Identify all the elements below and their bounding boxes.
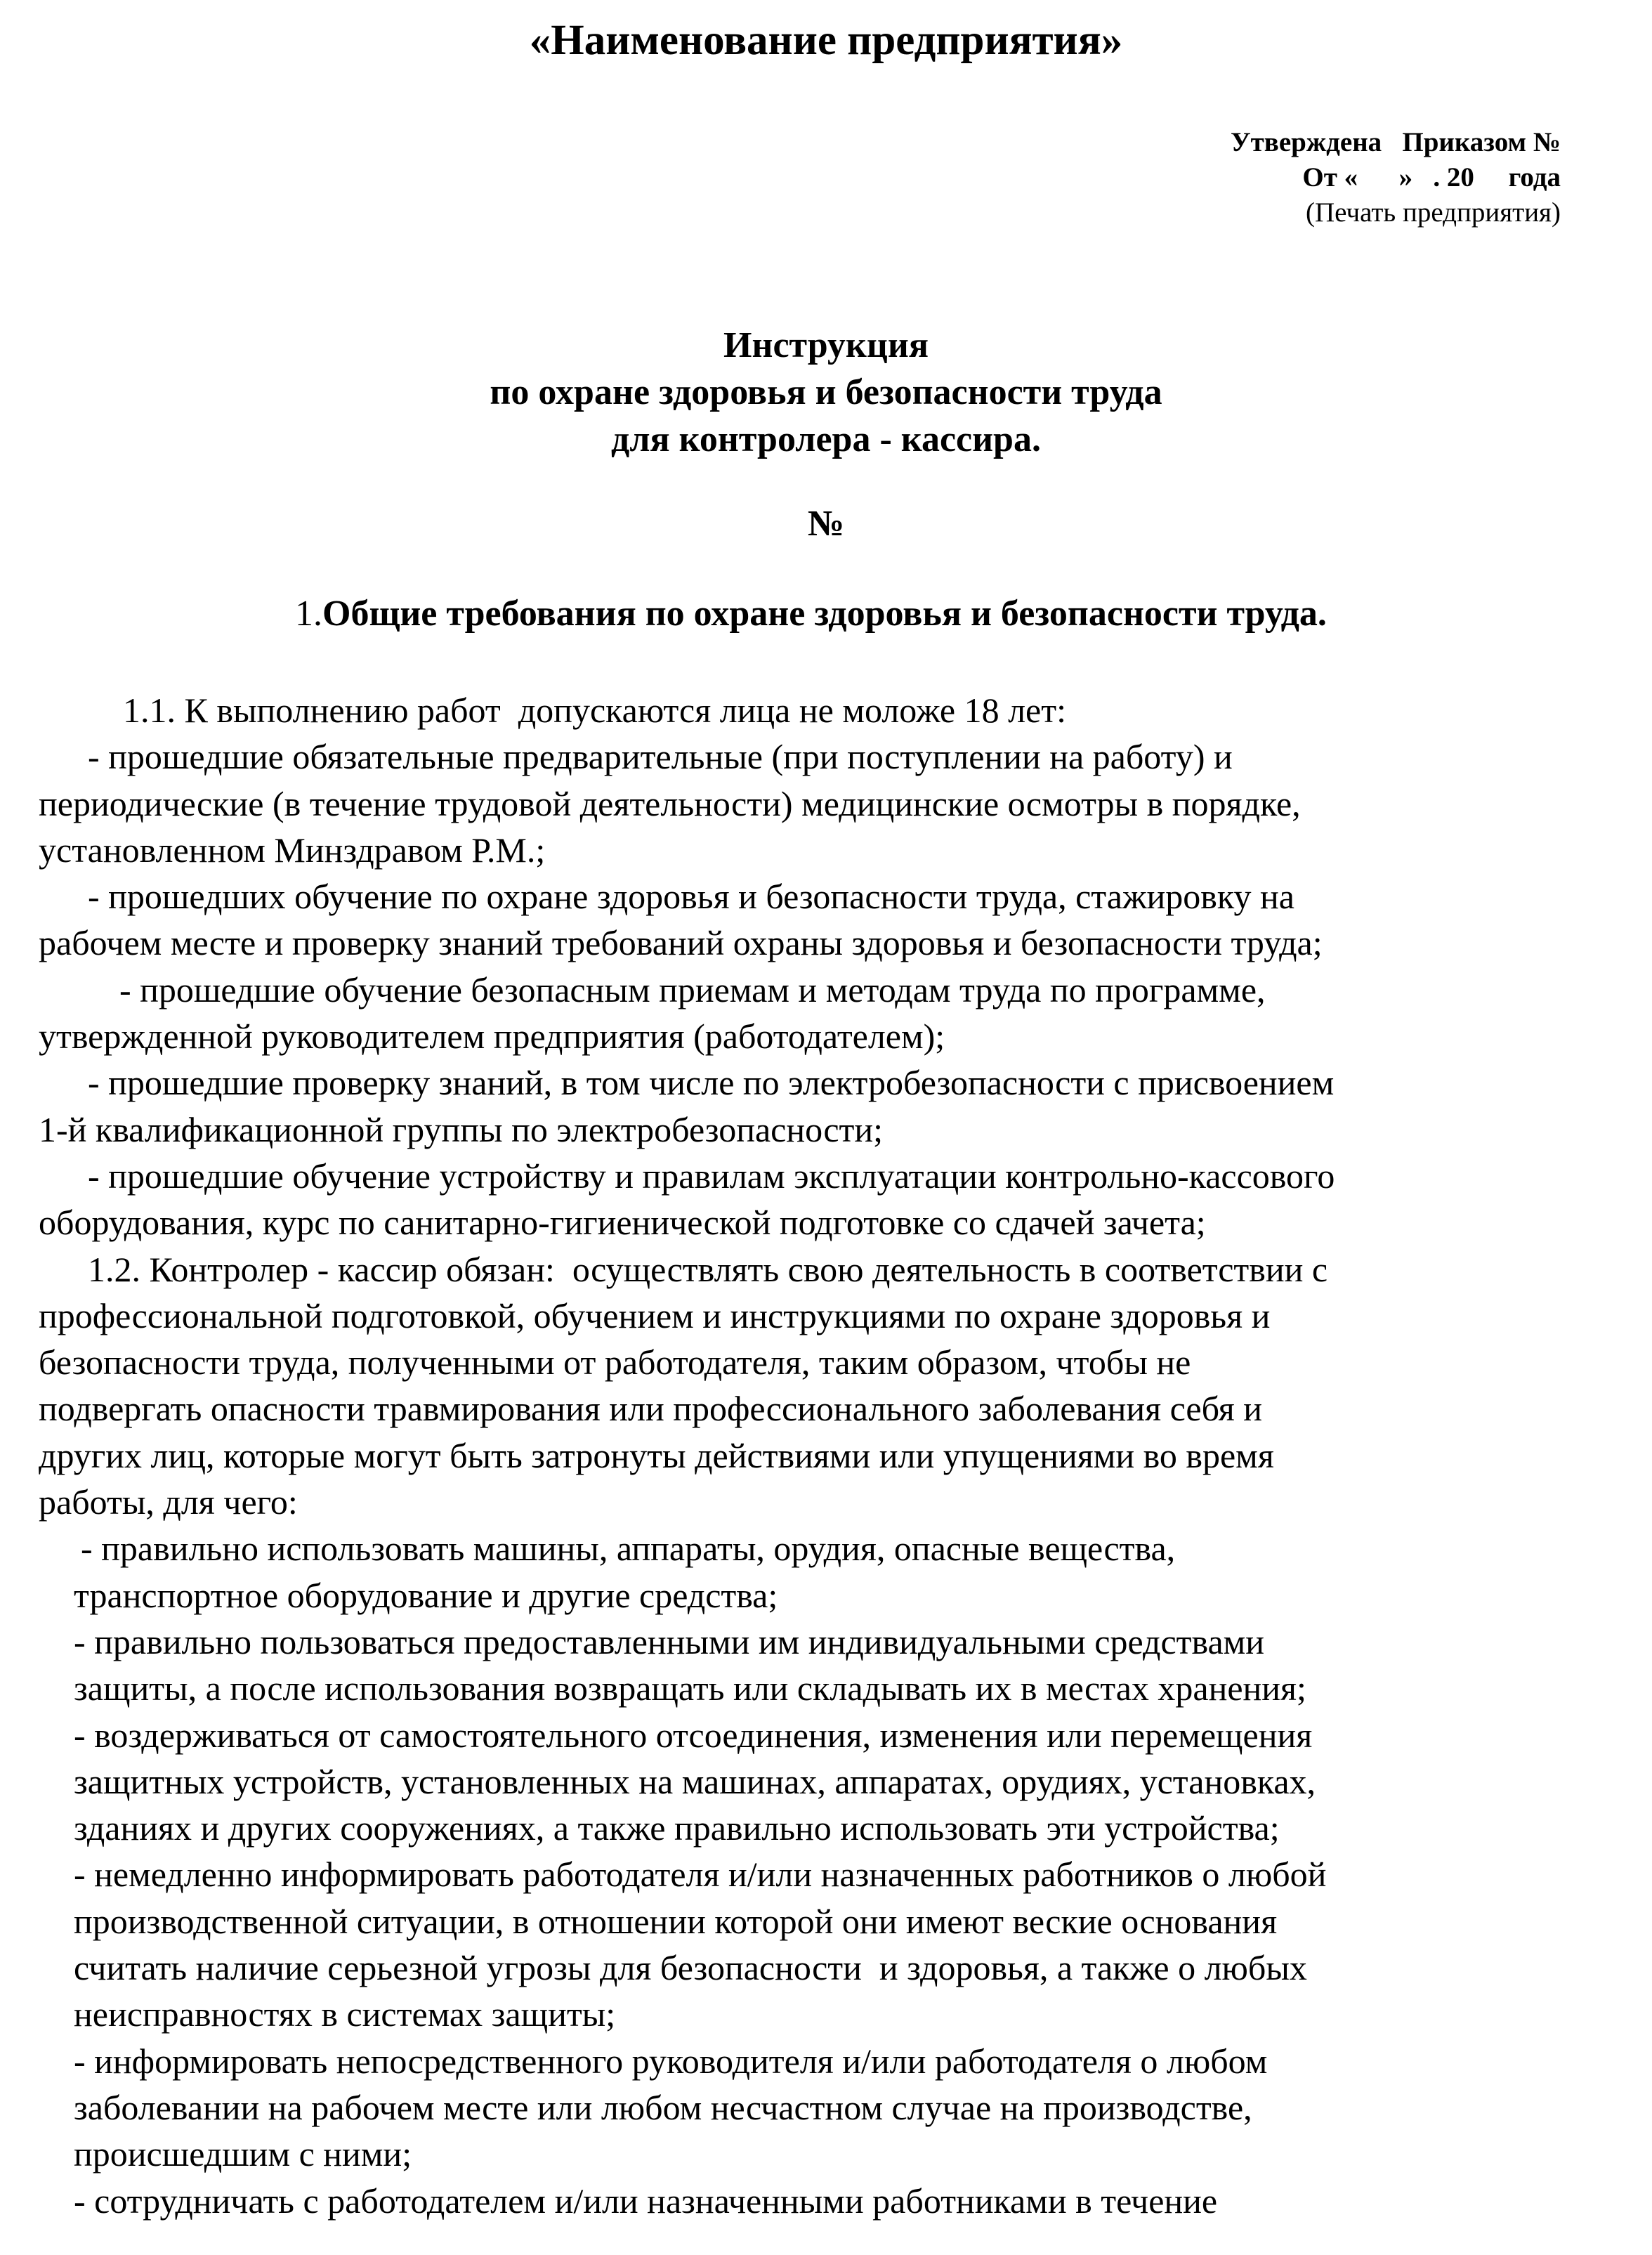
- body-line: - сотрудничать с работодателем и/или назначенными работниками в течение: [74, 2181, 1218, 2221]
- body-line: периодические (в течение трудовой деятельности) медицинские осмотры в порядке,: [39, 783, 1301, 823]
- body-line: оборудования, курс по санитарно-гигиенической подготовке со сдачей зачета;: [39, 1203, 1206, 1243]
- section-1-number: 1.: [295, 594, 322, 634]
- body-line: - прошедшие проверку знаний, в том числе по электробезопасности с присвоением: [88, 1063, 1335, 1103]
- body-line: других лиц, которые могут быть затронуты действиями или упущениями во время: [39, 1435, 1274, 1475]
- section-1-heading: [295, 590, 1327, 637]
- body-line: - воздерживаться от самостоятельного отсоединения, изменения или перемещения: [74, 1715, 1313, 1755]
- section-1-title: Общие требования по охране здоровья и безопасности труда.: [322, 594, 1327, 634]
- body-line: - прошедшие обязательные предварительные (при поступлении на работу) и: [88, 737, 1233, 777]
- body-line: работы, для чего:: [39, 1482, 298, 1522]
- body-line: транспортное оборудование и другие средства;: [74, 1575, 778, 1615]
- body-line: - прошедшие обучение устройству и правилам эксплуатации контрольно-кассового: [88, 1156, 1335, 1196]
- body-line: производственной ситуации, в отношении которой они имеют веские основания: [74, 1901, 1278, 1941]
- body-line: защиты, а после использования возвращать или складывать их в местах хранения;: [74, 1668, 1306, 1708]
- body-line: - немедленно информировать работодателя и/или назначенных работников о любой: [74, 1855, 1327, 1895]
- body-line: считать наличие серьезной угрозы для безопасности и здоровья, а также о любых: [74, 1948, 1307, 1988]
- body-line: утвержденной руководителем предприятия (работодателем);: [39, 1017, 945, 1057]
- instruction-title-line-3: для контролера - кассира.: [611, 419, 1041, 459]
- body-line: - информировать непосредственного руководителя и/или работодателя о любом: [74, 2041, 1268, 2081]
- body-line: 1.1. К выполнению работ допускаются лица не моложе 18 лет:: [123, 691, 1066, 730]
- body-line: заболевании на рабочем месте или любом несчастном случае на производстве,: [74, 2087, 1252, 2127]
- organization-name: «Наименование предприятия»: [529, 17, 1123, 64]
- body-line: подвергать опасности травмирования или профессионального заболевания себя и: [39, 1389, 1263, 1429]
- body-line: профессиональной подготовкой, обучением и инструкциями по охране здоровья и: [39, 1295, 1271, 1335]
- body-line: защитных устройств, установленных на машинах, аппаратах, орудиях, установках,: [74, 1761, 1316, 1801]
- approval-date-line: От « » . 20 года: [1302, 162, 1561, 192]
- instruction-title-line-1: Инструкция: [723, 325, 929, 365]
- body-line: установленном Минздравом Р.М.;: [39, 830, 546, 870]
- body-line: - правильно использовать машины, аппараты, орудия, опасные вещества,: [81, 1529, 1176, 1569]
- body-line: - правильно пользоваться предоставленными им индивидуальными средствами: [74, 1621, 1265, 1661]
- body-line: - прошедшие обучение безопасным приемам и методам труда по программе,: [119, 969, 1266, 1009]
- instruction-title-line-2: по охране здоровья и безопасности труда: [490, 372, 1162, 412]
- instruction-number: №: [807, 504, 845, 544]
- body-line: - прошедших обучение по охране здоровья и безопасности труда, стажировку на: [88, 877, 1294, 917]
- approval-stamp-note: (Печать предприятия): [1305, 197, 1561, 228]
- body-line: происшедшим с ними;: [74, 2134, 412, 2174]
- approval-order-line: Утверждена Приказом №: [1231, 127, 1561, 157]
- body-line: 1-й квалификационной группы по электробезопасности;: [39, 1109, 884, 1149]
- body-line: 1.2. Контролер - кассир обязан: осуществлять свою деятельность в соответствии с: [88, 1249, 1328, 1289]
- section-1-body: [39, 687, 1626, 2224]
- instruction-title: [0, 322, 1652, 463]
- body-line: зданиях и других сооружениях, а также правильно использовать эти устройства;: [74, 1808, 1280, 1848]
- body-line: неисправностях в системах защиты;: [74, 1994, 616, 2034]
- body-line: рабочем месте и проверку знаний требований охраны здоровья и безопасности труда;: [39, 923, 1323, 963]
- body-line: безопасности труда, полученными от работодателя, таким образом, чтобы не: [39, 1342, 1191, 1383]
- approval-block: [929, 125, 1561, 230]
